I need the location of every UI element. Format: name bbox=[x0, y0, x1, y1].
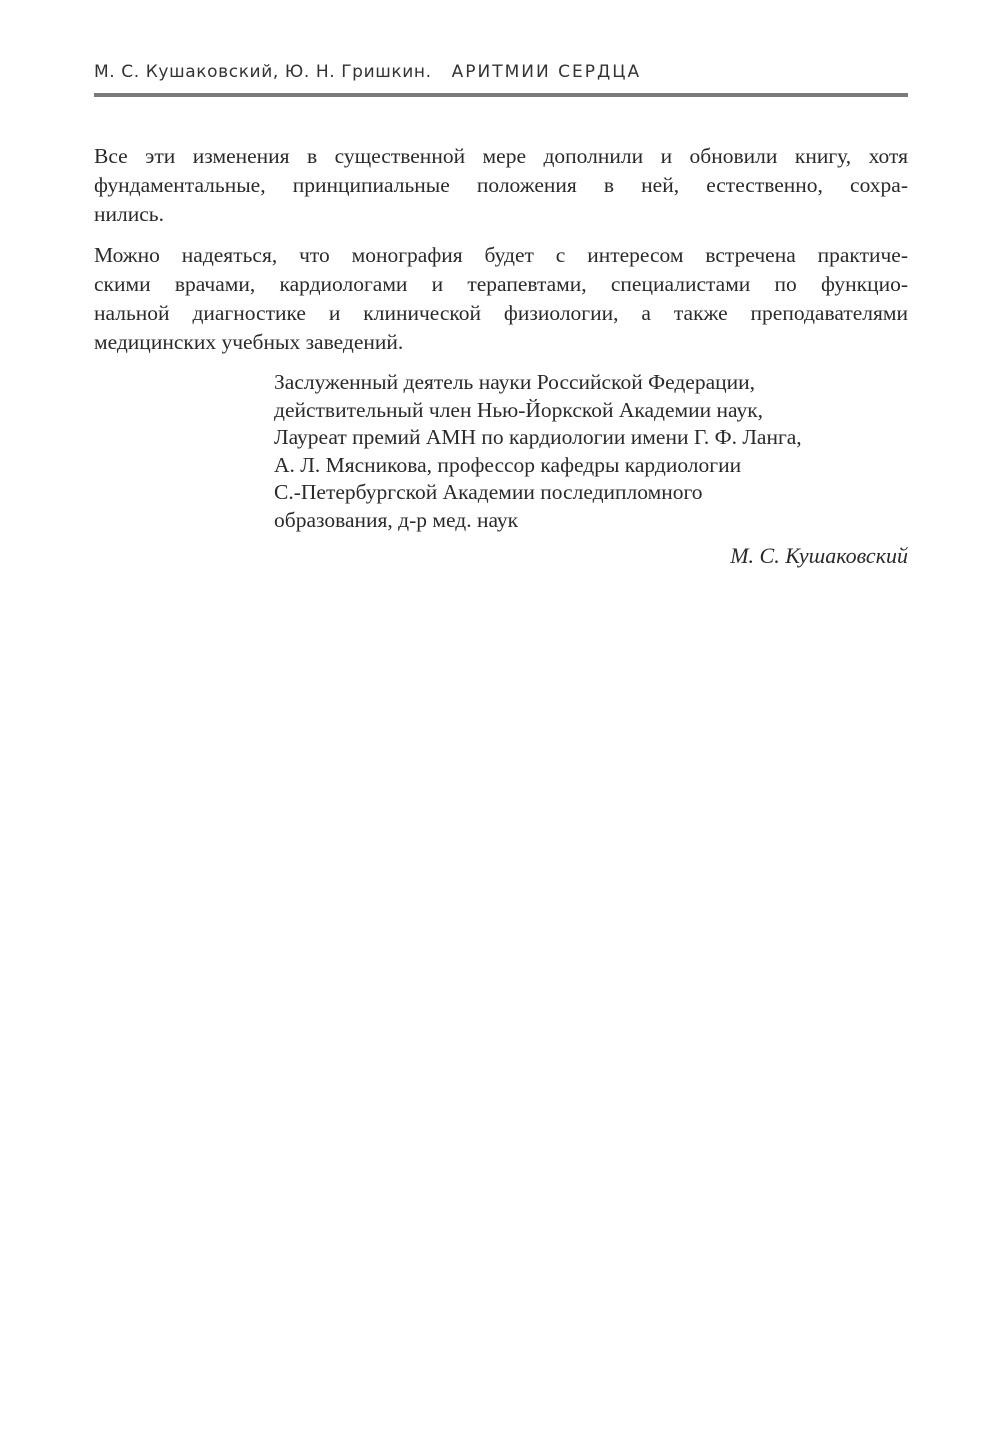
paragraph-line: медицинских учебных заведений. bbox=[94, 330, 404, 354]
credential-line: Заслуженный деятель науки Российской Федерации, bbox=[274, 370, 755, 394]
signature-credentials bbox=[274, 369, 908, 534]
paragraph-line: нились. bbox=[94, 202, 164, 226]
signer-name: М. С. Кушаковский bbox=[730, 543, 908, 568]
credential-line: действительный член Нью-Йоркской Академии наук, bbox=[274, 397, 764, 422]
credential-line: образования, д-р мед. наук bbox=[274, 507, 519, 532]
paragraph-line: Все эти изменения в существенной мере дополнили и обновили книгу, хотя bbox=[94, 144, 908, 168]
paragraph-line: Можно надеяться, что монография будет с интересом встречена практиче- bbox=[94, 243, 908, 267]
paragraph-line: скими врачами, кардиологами и терапевтами, специалистами по функцио- bbox=[94, 272, 908, 296]
credential-line: А. Л. Мясникова, профессор кафедры кардиологии bbox=[274, 452, 742, 477]
header-authors: М. С. Кушаковский, Ю. Н. Гришкин. bbox=[94, 62, 432, 82]
running-header bbox=[94, 62, 908, 82]
credential-line: С.-Петербургской Академии последипломного bbox=[274, 480, 703, 504]
header-rule bbox=[94, 93, 908, 97]
paragraph-1 bbox=[94, 142, 908, 229]
paragraph-line: фундаментальные, принципиальные положения в ней, естественно, сохра- bbox=[94, 173, 908, 197]
body-text bbox=[94, 142, 908, 369]
paragraph-2 bbox=[94, 241, 908, 357]
credential-line: Лауреат премий АМН по кардиологии имени Г. Ф. Ланга, bbox=[274, 425, 802, 449]
paragraph-line: нальной диагностике и клинической физиологии, а также преподавателями bbox=[94, 301, 908, 325]
header-book-title: АРИТМИИ СЕРДЦА bbox=[451, 62, 642, 82]
